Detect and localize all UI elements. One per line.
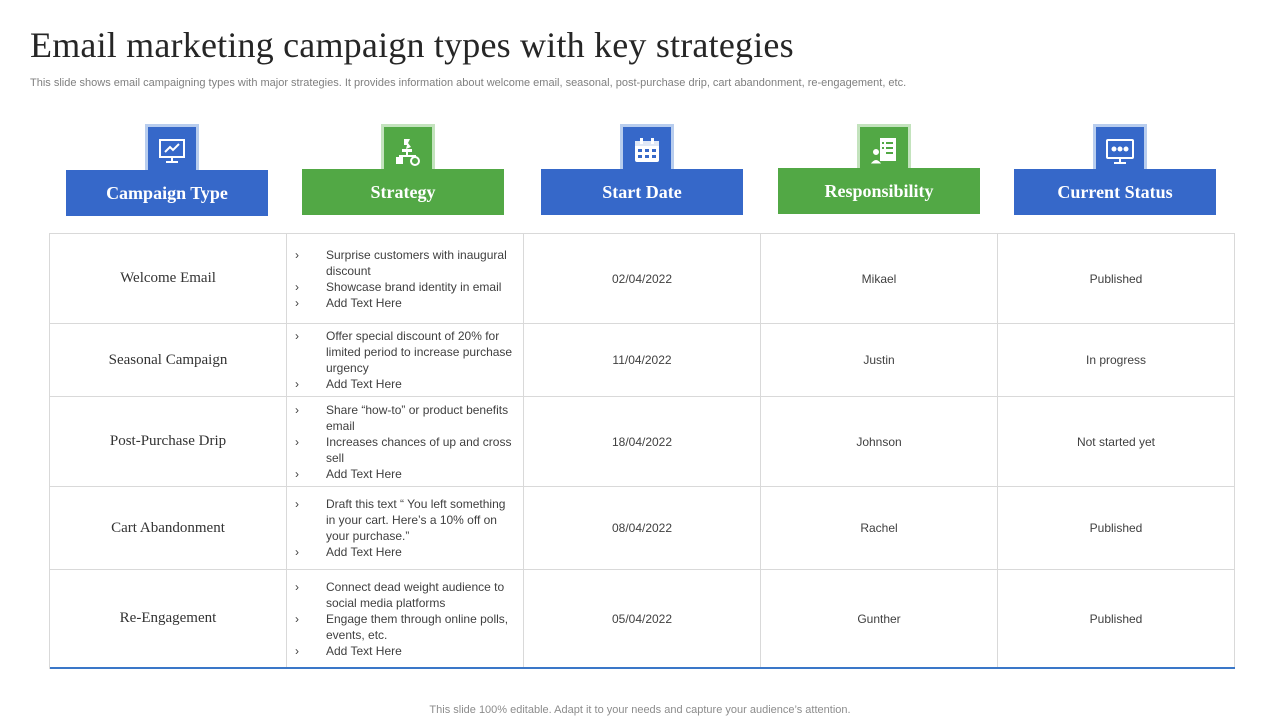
- responsibility-cell: Mikael: [761, 234, 998, 323]
- header-label: Campaign Type: [66, 170, 268, 216]
- start-date-cell: 11/04/2022: [524, 324, 761, 396]
- responsibility-cell: Gunther: [761, 570, 998, 667]
- strategy-item: › Add Text Here: [295, 376, 515, 392]
- campaign-type-cell: Cart Abandonment: [50, 487, 287, 569]
- table-row: [50, 397, 1235, 487]
- strategy-cell: [287, 487, 524, 569]
- strategy-item: › Increases chances of up and cross sell: [295, 434, 515, 466]
- campaign-type-cell: Welcome Email: [50, 234, 287, 323]
- page-subtitle: This slide shows email campaigning types with major strategies. It provides information about welcome email, seasonal, post-purchase drip, cart abandonment, re-engagement, etc.: [30, 77, 907, 89]
- responsibility-cell: Johnson: [761, 397, 998, 486]
- start-date-cell: 18/04/2022: [524, 397, 761, 486]
- header-responsibility: [778, 124, 980, 214]
- strategy-item: › Add Text Here: [295, 295, 515, 311]
- strategy-item: › Connect dead weight audience to social media platforms: [295, 579, 515, 611]
- strategy-item: › Add Text Here: [295, 466, 515, 482]
- campaign-type-cell: Re-Engagement: [50, 570, 287, 667]
- status-cell: Not started yet: [998, 397, 1235, 486]
- responsibility-cell: Justin: [761, 324, 998, 396]
- header-label: Responsibility: [778, 168, 980, 214]
- strategy-cell: [287, 397, 524, 486]
- header-start-date: [541, 124, 743, 215]
- strategy-cell: [287, 324, 524, 396]
- strategy-cell: [287, 234, 524, 323]
- campaign-table: [49, 233, 1235, 669]
- status-cell: Published: [998, 487, 1235, 569]
- table-row: [50, 234, 1235, 324]
- status-cell: Published: [998, 234, 1235, 323]
- responsibility-cell: Rachel: [761, 487, 998, 569]
- strategy-item: › Add Text Here: [295, 643, 515, 659]
- header-label: Current Status: [1014, 169, 1216, 215]
- status-cell: In progress: [998, 324, 1235, 396]
- footer-note: This slide 100% editable. Adapt it to your needs and capture your audience’s attention.: [429, 704, 851, 716]
- header-current-status: [1014, 124, 1216, 215]
- header-campaign-type: [66, 124, 268, 216]
- header-label: Strategy: [302, 169, 504, 215]
- strategy-item: › Showcase brand identity in email: [295, 279, 515, 295]
- strategy-list: [295, 402, 515, 482]
- strategy-item: › Surprise customers with inaugural discount: [295, 247, 515, 279]
- strategy-list: [295, 496, 515, 560]
- strategy-list: [295, 579, 515, 659]
- start-date-cell: 02/04/2022: [524, 234, 761, 323]
- strategy-item: › Share “how-to” or product benefits email: [295, 402, 515, 434]
- campaign-type-cell: Post-Purchase Drip: [50, 397, 287, 486]
- strategy-cell: [287, 570, 524, 667]
- strategy-item: › Add Text Here: [295, 544, 515, 560]
- table-row: [50, 487, 1235, 570]
- table-row: [50, 570, 1235, 669]
- status-cell: Published: [998, 570, 1235, 667]
- strategy-item: › Draft this text “ You left something in your cart. Here’s a 10% off on your purchase.”: [295, 496, 515, 544]
- strategy-list: [295, 328, 515, 392]
- strategy-item: › Engage them through online polls, events, etc.: [295, 611, 515, 643]
- campaign-type-cell: Seasonal Campaign: [50, 324, 287, 396]
- header-label: Start Date: [541, 169, 743, 215]
- header-strategy: [302, 124, 504, 215]
- table-row: [50, 324, 1235, 397]
- start-date-cell: 05/04/2022: [524, 570, 761, 667]
- strategy-item: › Offer special discount of 20% for limited period to increase purchase urgency: [295, 328, 515, 376]
- start-date-cell: 08/04/2022: [524, 487, 761, 569]
- strategy-list: [295, 247, 515, 311]
- page-title: Email marketing campaign types with key strategies: [30, 25, 794, 65]
